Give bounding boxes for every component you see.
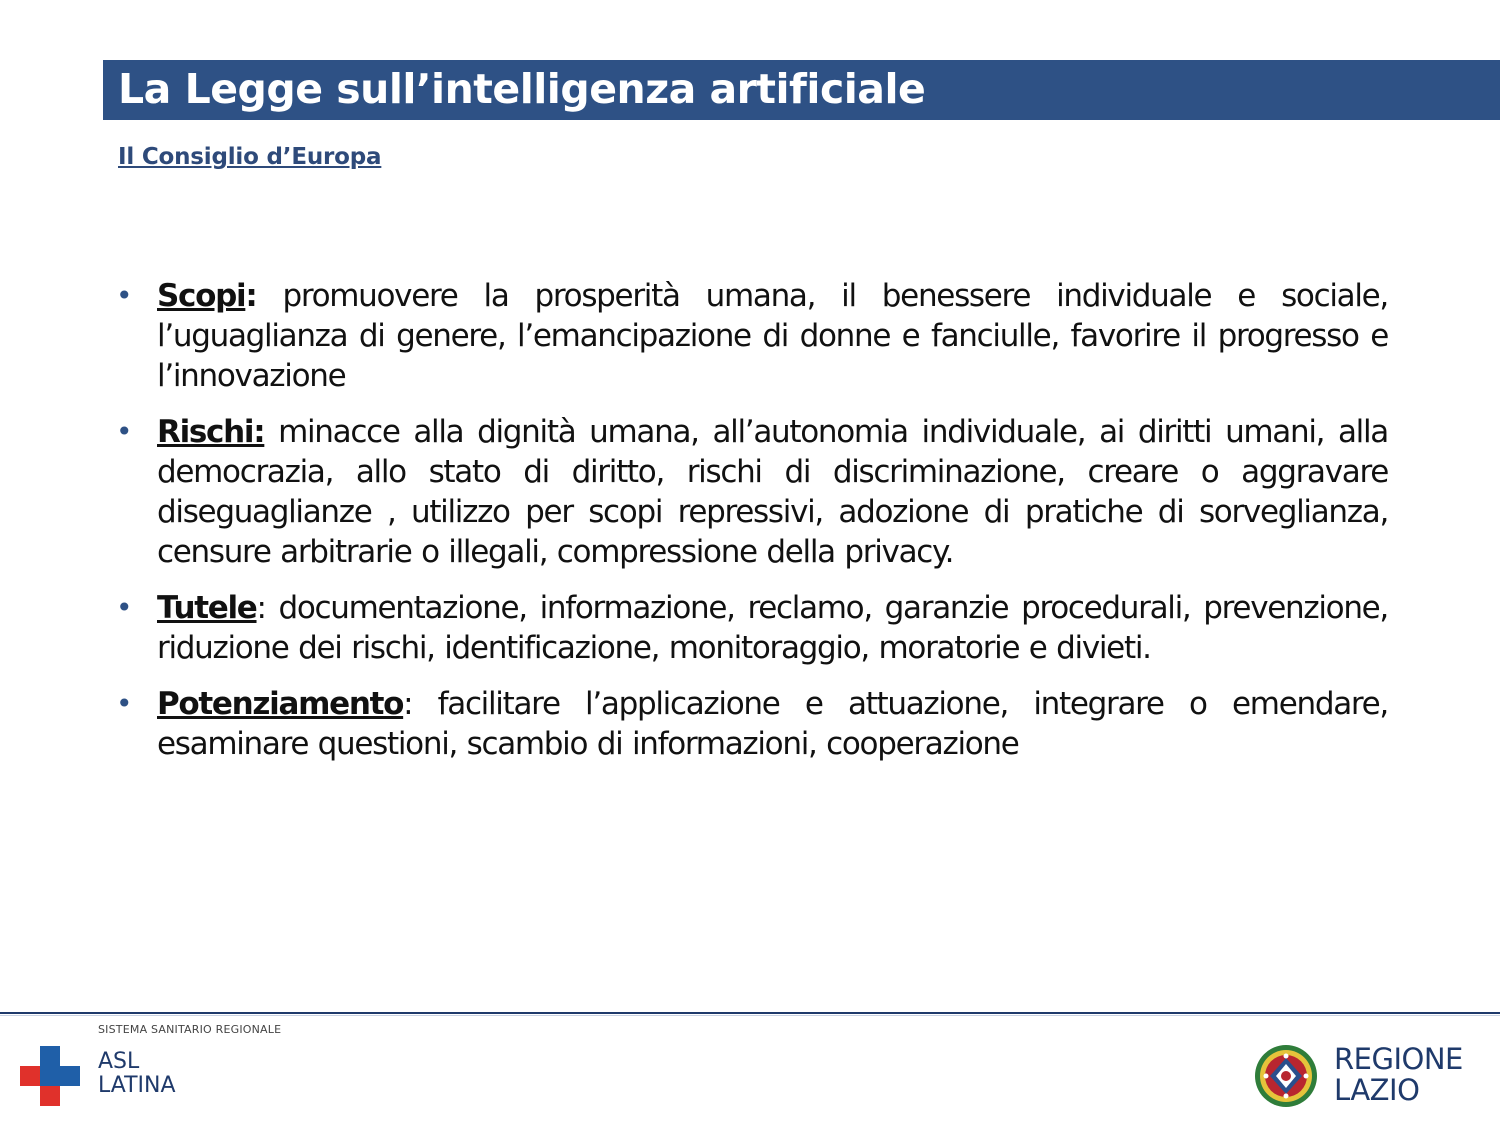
- asl-line-1: ASL: [98, 1049, 140, 1074]
- bullet-item-potenziamento: [112, 684, 1388, 764]
- bullet-term: Scopi: [157, 278, 246, 314]
- page-title: La Legge sull’intelligenza artificiale: [118, 65, 926, 113]
- bullet-colon: :: [403, 686, 413, 722]
- bullet-dot-icon: •: [116, 687, 132, 720]
- bullet-colon: :: [256, 590, 266, 626]
- bullet-dot-icon: •: [116, 415, 132, 448]
- bullet-list: [112, 276, 1388, 780]
- bullet-text: minacce alla dignità umana, all’autonomia individuale, ai diritti umani, alla democrazia, allo stato di diritto, rischi di discriminazione, creare o aggravare diseguaglianze , utilizzo per scopi repressivi, adozione di pratiche di sorveglianza, censure arbitrarie o illegali, compressione della privacy.: [157, 414, 1388, 570]
- bullet-dot-icon: •: [116, 591, 132, 624]
- region-name: [1334, 1044, 1463, 1106]
- bullet-term: Potenziamento: [157, 686, 404, 722]
- bullet-item-tutele: [112, 588, 1388, 668]
- bullet-item-scopi: [112, 276, 1388, 396]
- bullet-text: promuovere la prosperità umana, il benessere individuale e sociale, l’uguaglianza di genere, l’emancipazione di donne e fanciulle, favorire il progresso e l’innovazione: [157, 278, 1388, 394]
- asl-name: [98, 1050, 176, 1098]
- regione-lazio-emblem-icon: [1254, 1044, 1318, 1108]
- ssr-label: SISTEMA SANITARIO REGIONALE: [98, 1023, 282, 1036]
- footer-divider-light: [0, 1015, 1500, 1016]
- bullet-term: Tutele: [157, 590, 257, 626]
- bullet-text: documentazione, informazione, reclamo, garanzie procedurali, prevenzione, riduzione dei rischi, identificazione, monitoraggio, moratorie e divieti.: [157, 590, 1388, 666]
- region-line-2: LAZIO: [1334, 1073, 1420, 1107]
- region-line-1: REGIONE: [1334, 1042, 1463, 1076]
- asl-cross-logo-icon: [20, 1046, 80, 1106]
- bullet-term: Rischi:: [157, 414, 265, 450]
- footer-divider: [0, 1012, 1500, 1014]
- asl-line-2: LATINA: [98, 1073, 176, 1098]
- bullet-colon: :: [245, 278, 257, 314]
- bullet-item-rischi: [112, 412, 1388, 572]
- page-subtitle: Il Consiglio d’Europa: [118, 144, 382, 170]
- bullet-dot-icon: •: [116, 279, 132, 312]
- bullet-text: facilitare l’applicazione e attuazione, integrare o emendare, esaminare questioni, scambio di informazioni, cooperazione: [157, 686, 1388, 762]
